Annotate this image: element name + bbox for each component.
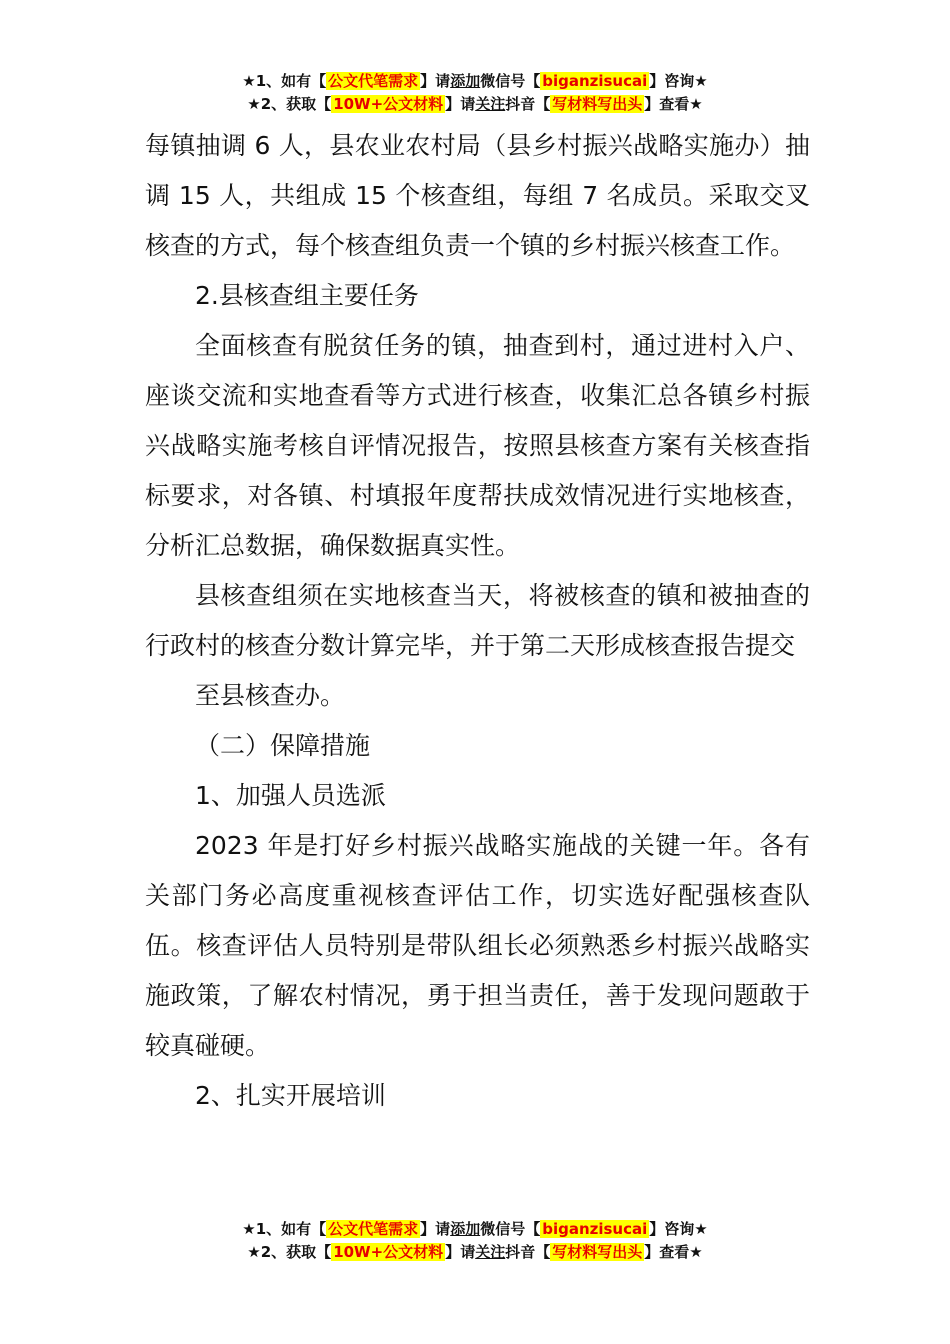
body-paragraph: 全面核查有脱贫任务的镇，抽查到村，通过进村入户、座谈交流和实地查看等方式进行核查，收集汇总各镇乡村振兴战略实施考核自评情况报告，按照县核查方案有关核查指标要求，对各镇、村填报年度帮扶成效情况进行实地核查，分析汇总数据，确保数据真实性。 — [145, 331, 810, 560]
banner-text: 微信号【 — [480, 1220, 541, 1238]
body-paragraph: 至县核查办。 — [195, 681, 346, 710]
section-heading: 2.县核查组主要任务 — [195, 281, 419, 310]
banner-highlight: biganzisucai — [542, 72, 648, 90]
banner-highlight: 10W+公文材料 — [333, 1243, 444, 1261]
banner-text: ★1、如有【 — [242, 1220, 327, 1238]
banner-highlight: 10W+公文材料 — [333, 95, 444, 113]
document-body — [145, 121, 810, 1121]
banner-text: ★2、获取【 — [247, 95, 332, 113]
header-banner — [0, 70, 950, 116]
banner-line-2 — [0, 1241, 950, 1264]
banner-line-1 — [0, 70, 950, 93]
banner-highlight: 写材料写出头 — [552, 95, 643, 113]
banner-underlined-text: 添加 — [450, 72, 481, 90]
banner-underlined-text: 关注 — [475, 1243, 506, 1261]
banner-highlight: biganzisucai — [542, 1220, 648, 1238]
body-paragraph: 每镇抽调 6 人，县农业农村局（县乡村振兴战略实施办）抽调 15 人，共组成 15 个核查组，每组 7 名成员。采取交叉核查的方式，每个核查组负责一个镇的乡村振兴核查工作。 — [145, 131, 810, 260]
banner-highlight: 写材料写出头 — [552, 1243, 643, 1261]
banner-text: ★2、获取【 — [247, 1243, 332, 1261]
banner-text: 】查看★ — [644, 95, 703, 113]
body-paragraph: 县核查组须在实地核查当天，将被核查的镇和被抽查的行政村的核查分数计算完毕，并于第二天形成核查报告提交 — [145, 581, 810, 660]
banner-text: 抖音【 — [505, 1243, 551, 1261]
banner-text: ★1、如有【 — [242, 72, 327, 90]
banner-line-2 — [0, 93, 950, 116]
banner-text: 】请 — [420, 72, 451, 90]
banner-text: 微信号【 — [480, 72, 541, 90]
banner-underlined-text: 添加 — [450, 1220, 481, 1238]
banner-text: 】请 — [445, 1243, 476, 1261]
banner-text: 】查看★ — [644, 1243, 703, 1261]
banner-text: 】请 — [420, 1220, 451, 1238]
banner-text: 】咨询★ — [649, 1220, 708, 1238]
section-heading: 1、加强人员选派 — [195, 781, 386, 810]
section-heading: （二）保障措施 — [195, 731, 371, 760]
section-heading: 2、扎实开展培训 — [195, 1081, 386, 1110]
banner-highlight: 公文代笔需求 — [328, 1220, 419, 1238]
banner-text: 】咨询★ — [649, 72, 708, 90]
body-paragraph: 2023 年是打好乡村振兴战略实施战的关键一年。各有关部门务必高度重视核查评估工作，切实选好配强核查队伍。核查评估人员特别是带队组长必须熟悉乡村振兴战略实施政策，了解农村情况，勇于担当责任，善于发现问题敢于较真碰硬。 — [145, 831, 810, 1060]
banner-line-1 — [0, 1218, 950, 1241]
banner-underlined-text: 关注 — [475, 95, 506, 113]
banner-highlight: 公文代笔需求 — [328, 72, 419, 90]
banner-text: 抖音【 — [505, 95, 551, 113]
banner-text: 】请 — [445, 95, 476, 113]
footer-banner — [0, 1218, 950, 1264]
